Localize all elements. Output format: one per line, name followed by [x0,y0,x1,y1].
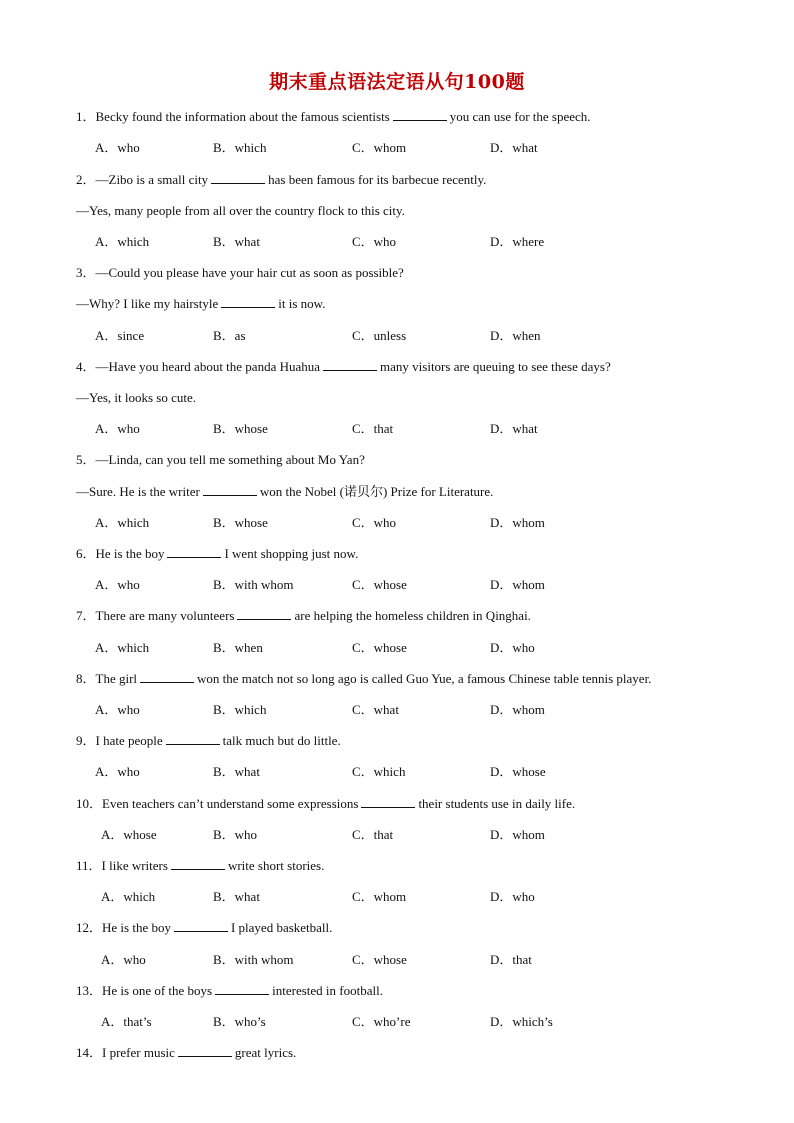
question-9-line-1 [76,732,341,750]
question-9-option-b[interactable]: B．what [213,764,260,779]
question-3-option-b[interactable]: B．as [213,328,246,343]
question-4-option-a[interactable]: A．who [95,421,140,436]
answer-blank[interactable] [140,670,194,683]
question-text-before: 4．—Have you heard about the panda Huahua [76,359,321,374]
answer-blank[interactable] [167,545,221,558]
question-7-option-d[interactable]: D．who [490,640,535,655]
question-8-option-d[interactable]: D．whom [490,702,545,717]
question-text-after: you can use for the speech. [449,109,591,124]
answer-blank[interactable] [178,1044,232,1057]
answer-blank[interactable] [221,295,275,308]
question-13-option-a[interactable]: A．that’s [101,1014,152,1029]
question-text: 5．—Linda, can you tell me something about Mo Yan? [76,452,365,467]
question-11-option-a[interactable]: A．which [101,889,156,904]
question-1-option-c[interactable]: C．whom [352,140,407,155]
question-3-option-d[interactable]: D．when [490,328,541,343]
question-text: 3．—Could you please have your hair cut as soon as possible? [76,265,404,280]
question-10-option-b[interactable]: B．who [213,827,258,842]
question-11-option-d[interactable]: D．who [490,889,535,904]
question-1-option-d[interactable]: D．what [490,140,538,155]
question-9-option-d[interactable]: D．whose [490,764,546,779]
question-text-after: their students use in daily life. [418,796,576,811]
question-10-line-1 [76,795,575,813]
question-7-option-a[interactable]: A．which [95,640,150,655]
question-8-option-c[interactable]: C．what [352,702,399,717]
question-10-option-d[interactable]: D．whom [490,827,545,842]
question-text-before: 7．There are many volunteers [76,608,235,623]
question-1-option-b[interactable]: B．which [213,140,267,155]
question-1-line-1 [76,108,591,126]
question-text-after: are helping the homeless children in Qinghai. [294,608,531,623]
question-2-option-a[interactable]: A．which [95,234,150,249]
question-2-line-2 [76,202,405,220]
question-4-option-b[interactable]: B．whose [213,421,268,436]
question-text-after: talk much but do little. [222,733,341,748]
question-3-option-c[interactable]: C．unless [352,328,407,343]
question-4-line-1 [76,358,611,376]
question-13-option-b[interactable]: B．who’s [213,1014,266,1029]
question-13-option-d[interactable]: D．which’s [490,1014,553,1029]
question-6-option-a[interactable]: A．who [95,577,140,592]
question-7-option-b[interactable]: B．when [213,640,263,655]
question-2-option-c[interactable]: C．who [352,234,397,249]
question-text-before: —Sure. He is the writer [76,484,200,499]
question-5-option-d[interactable]: D．whom [490,515,545,530]
question-text-before: 8．The girl [76,671,138,686]
question-text-before: 10．Even teachers can’t understand some expressions [76,796,359,811]
question-12-option-d[interactable]: D．that [490,952,532,967]
question-text-after: has been famous for its barbecue recently. [268,172,487,187]
question-6-option-d[interactable]: D．whom [490,577,545,592]
answer-blank[interactable] [215,982,269,995]
question-6-option-b[interactable]: B．with whom [213,577,294,592]
answer-blank[interactable] [393,108,447,121]
question-text-after: won the Nobel (诺贝尔) Prize for Literature. [259,484,494,499]
question-2-option-d[interactable]: D．where [490,234,545,249]
question-2-option-b[interactable]: B．what [213,234,260,249]
question-3-line-2 [76,295,325,313]
page-title: 期末重点语法定语从句100题 [269,71,525,93]
answer-blank[interactable] [166,732,220,745]
question-10-option-a[interactable]: A．whose [101,827,157,842]
question-text-before: 12．He is the boy [76,920,171,935]
question-8-line-1 [76,670,651,688]
question-8-option-a[interactable]: A．who [95,702,140,717]
question-6-line-1 [76,545,358,563]
question-text-before: 13．He is one of the boys [76,983,213,998]
question-5-line-1 [76,451,365,469]
question-11-option-c[interactable]: C．whom [352,889,407,904]
question-text-after: many visitors are queuing to see these days? [380,359,611,374]
question-7-line-1 [76,607,531,625]
question-2-line-1 [76,171,486,189]
question-text-before: 9．I hate people [76,733,163,748]
question-10-option-c[interactable]: C．that [352,827,394,842]
question-text-after: won the match not so long ago is called Guo Yue, a famous Chinese table tennis player. [197,671,652,686]
question-text-before: 11．I like writers [76,858,168,873]
question-9-option-c[interactable]: C．which [352,764,406,779]
question-5-option-a[interactable]: A．which [95,515,150,530]
question-5-option-b[interactable]: B．whose [213,515,268,530]
question-4-option-c[interactable]: C．that [352,421,394,436]
question-12-option-c[interactable]: C．whose [352,952,407,967]
question-5-option-c[interactable]: C．who [352,515,397,530]
question-13-line-1 [76,982,383,1000]
question-text-after: I played basketball. [230,920,333,935]
answer-blank[interactable] [237,607,291,620]
question-text: —Yes, it looks so cute. [76,390,197,405]
question-12-option-a[interactable]: A．who [101,952,146,967]
question-text: —Yes, many people from all over the country flock to this city. [76,203,405,218]
question-3-line-1 [76,264,404,282]
question-11-option-b[interactable]: B．what [213,889,260,904]
question-6-option-c[interactable]: C．whose [352,577,407,592]
answer-blank[interactable] [323,358,377,371]
question-text-after: write short stories. [227,858,325,873]
answer-blank[interactable] [361,795,415,808]
answer-blank[interactable] [203,483,257,496]
answer-blank[interactable] [171,857,225,870]
question-7-option-c[interactable]: C．whose [352,640,407,655]
question-text-before: 2．—Zibo is a small city [76,172,209,187]
question-4-option-d[interactable]: D．what [490,421,538,436]
answer-blank[interactable] [174,919,228,932]
question-13-option-c[interactable]: C．who’re [352,1014,411,1029]
question-12-line-1 [76,919,332,937]
question-5-line-2 [76,483,493,501]
question-3-option-a[interactable]: A．since [95,328,145,343]
question-text-after: great lyrics. [234,1045,297,1060]
question-text-after: it is now. [278,296,326,311]
question-14-line-1 [76,1044,296,1062]
question-text-before: 1．Becky found the information about the famous scientists [76,109,390,124]
question-text-before: 6．He is the boy [76,546,165,561]
question-11-line-1 [76,857,324,875]
answer-blank[interactable] [211,171,265,184]
question-8-option-b[interactable]: B．which [213,702,267,717]
question-1-option-a[interactable]: A．who [95,140,140,155]
question-text-before: 14．I prefer music [76,1045,175,1060]
question-9-option-a[interactable]: A．who [95,764,140,779]
question-text-after: interested in football. [272,983,383,998]
question-text-after: I went shopping just now. [224,546,359,561]
question-12-option-b[interactable]: B．with whom [213,952,294,967]
question-text-before: —Why? I like my hairstyle [76,296,219,311]
question-4-line-2 [76,389,196,407]
